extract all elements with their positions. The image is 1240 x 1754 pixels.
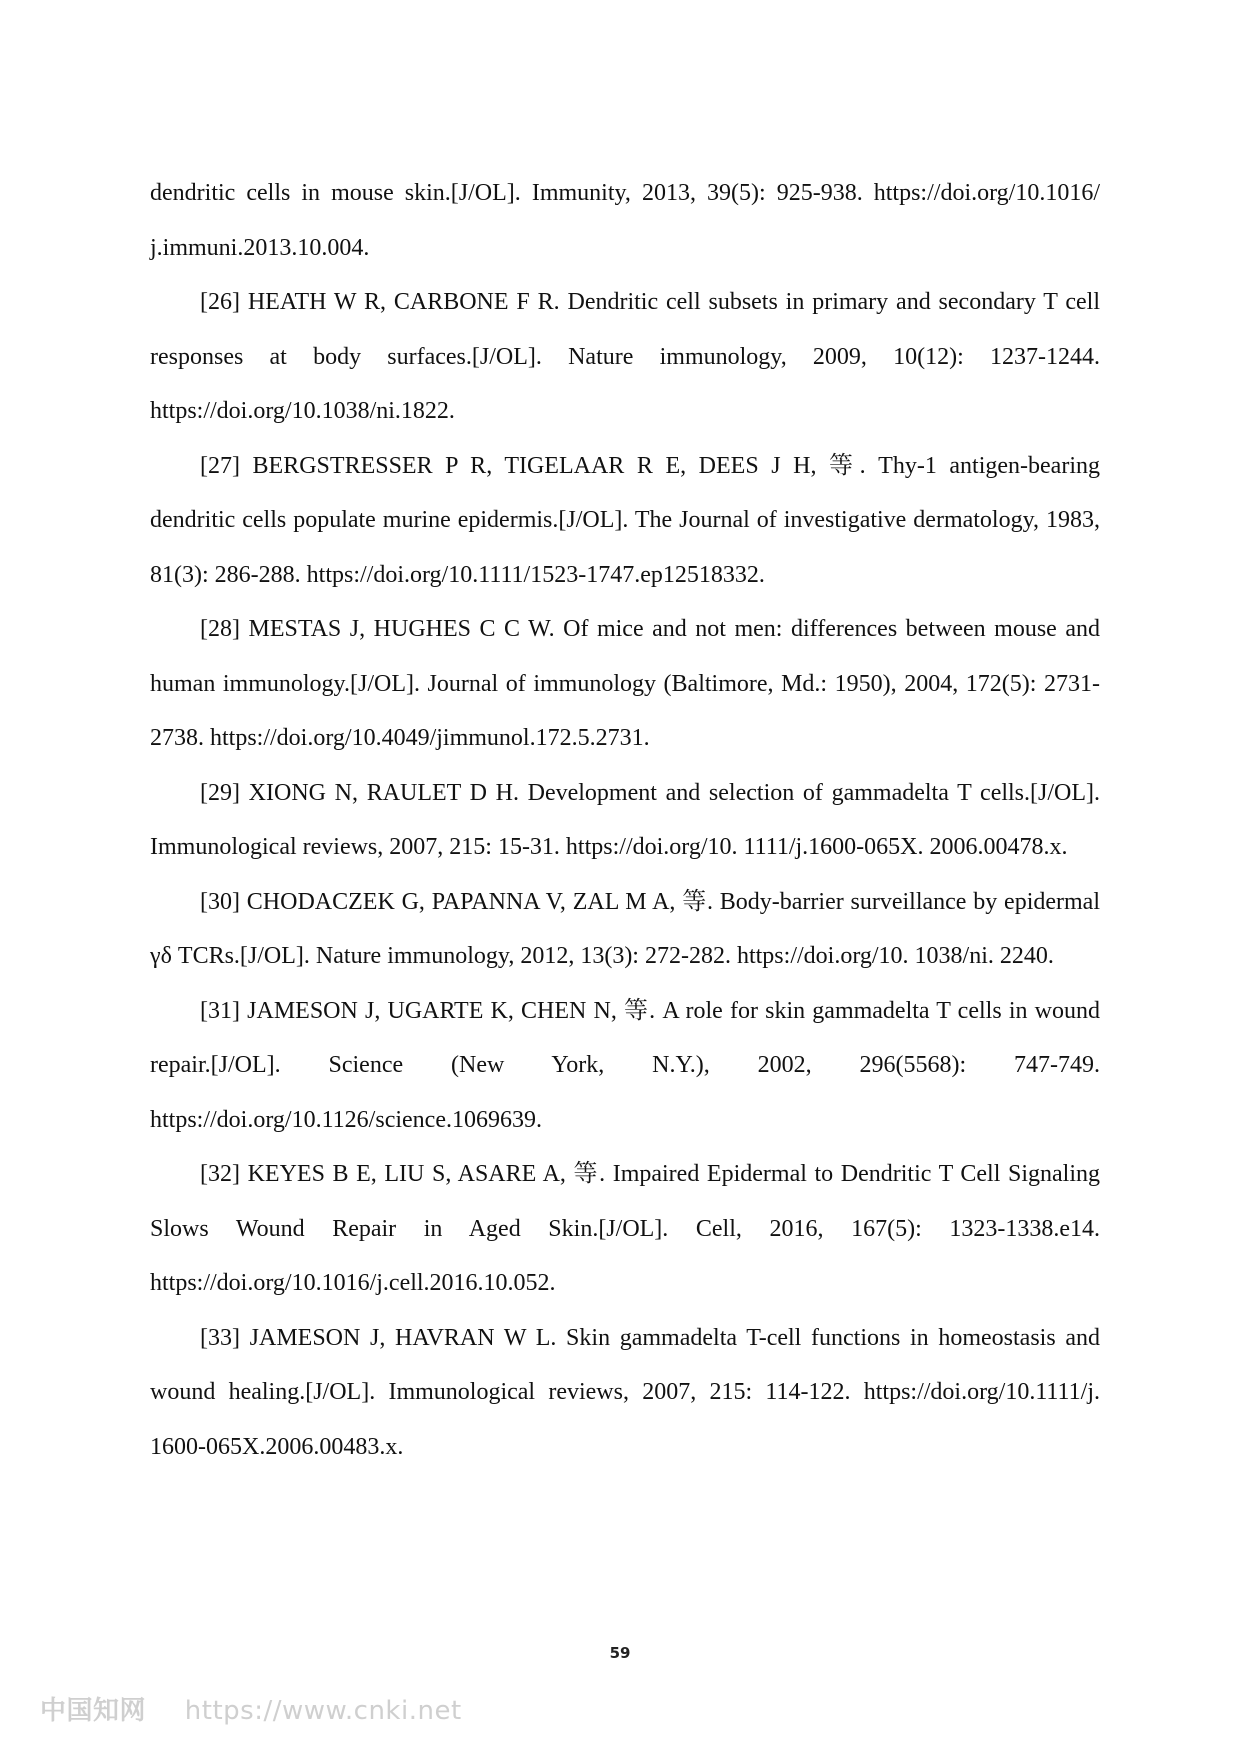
reference-entry: [30] CHODACZEK G, PAPANNA V, ZAL M A, 等. Body-barrier surveillance by epidermal γδ TCRs.[J/OL]. Nature immunology, 2012, 13(3): 272-282. https://doi.org/10. 1038/ni. 2240. (150, 888, 1100, 969)
reference-entry: [28] MESTAS J, HUGHES C C W. Of mice and not men: differences between mouse and human immunology.[J/OL]. Journal of immunology (Baltimore, Md.: 1950), 2004, 172(5): 2731-2738. https://doi.org/10.4049/jimmunol.172.5.2731. (150, 616, 1100, 751)
reference-entry: [33] JAMESON J, HAVRAN W L. Skin gammadelta T-cell functions in homeostasis and wound healing.[J/OL]. Immunological reviews, 2007, 215: 114-122. https://doi.org/10.1111/j. 1600-065X.2006.00483.x. (150, 1324, 1100, 1460)
reference-entry: dendritic cells in mouse skin.[J/OL]. Immunity, 2013, 39(5): 925-938. https://doi.org/10.1016/ j.immuni.2013.10.004. (150, 180, 1100, 261)
watermark-url-text: https://www.cnki.net (184, 1696, 462, 1726)
reference-list (150, 166, 1100, 1474)
page-number: 59 (609, 1644, 631, 1662)
reference-entry: [29] XIONG N, RAULET D H. Development and selection of gammadelta T cells.[J/OL]. Immunological reviews, 2007, 215: 15-31. https://doi.org/10. 1111/j.1600-065X. 2006.00478.x. (150, 779, 1100, 860)
reference-entry: [26] HEATH W R, CARBONE F R. Dendritic cell subsets in primary and secondary T cell responses at body surfaces.[J/OL]. Nature immunology, 2009, 10(12): 1237-1244. https://doi.org/10.1038/ni.1822. (150, 289, 1100, 424)
reference-entry: [31] JAMESON J, UGARTE K, CHEN N, 等. A role for skin gammadelta T cells in wound repair.[J/OL]. Science (New York, N.Y.), 2002, 296(5568): 747-749. https://doi.org/10.1126/science.1069639. (150, 997, 1100, 1133)
reference-entry: [27] BERGSTRESSER P R, TIGELAAR R E, DEES J H, 等. Thy-1 antigen-bearing dendritic cells populate murine epidermis.[J/OL]. The Journal of investigative dermatology, 1983, 81(3): 286-288. https://doi.org/10.1111/1523-1747.ep12518332. (150, 452, 1100, 588)
watermark-cn-text: 中国知网 (40, 1696, 147, 1726)
reference-entry: [32] KEYES B E, LIU S, ASARE A, 等. Impaired Epidermal to Dendritic T Cell Signaling Slows Wound Repair in Aged Skin.[J/OL]. Cell, 2016, 167(5): 1323-1338.e14. https://doi.org/10.1016/j.cell.2016.10.052. (150, 1161, 1100, 1296)
cnki-watermark (40, 1690, 462, 1727)
